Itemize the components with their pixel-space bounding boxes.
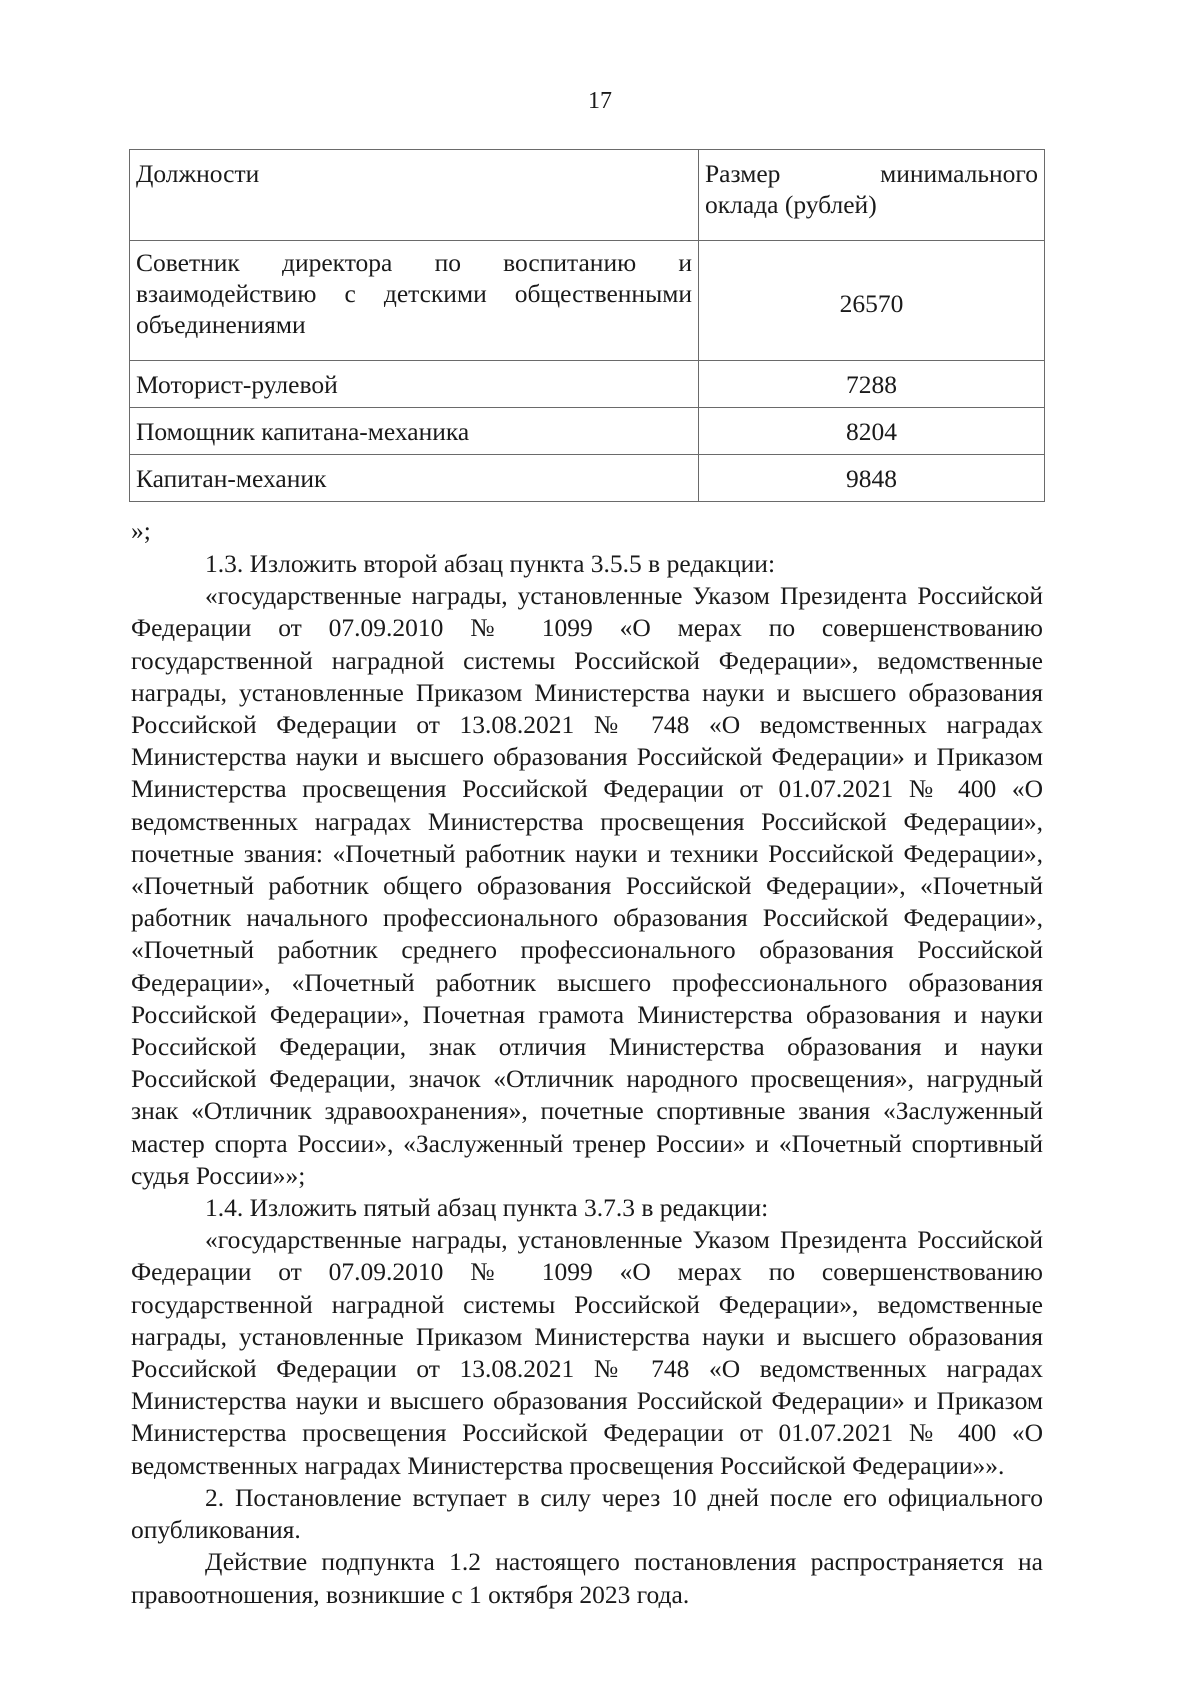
- table-row: [130, 455, 1045, 502]
- salary-cell: 7288: [699, 361, 1045, 408]
- closing-quote: »;: [131, 516, 151, 545]
- header-salary-line-1: Размер минимального: [705, 159, 1038, 188]
- header-salary: [699, 150, 1045, 241]
- position-cell: Моторист-рулевой: [130, 361, 699, 408]
- position-cell: Капитан-механик: [130, 455, 699, 502]
- paragraph-1-4-text: «государственные награды, установленные Указом Президента Российской Федерации от 07.09.2010 № 1099 «О мерах по совершенствованию государственной наградной системы Российской Федерации», ведомственные награды, установленные Приказом Министерства науки и высшего образования Российской Федерации от 13.08.2021 № 748 «О ведомственных наградах Министерства науки и высшего образования Российской Федерации» и Приказом Министерства просвещения Российской Федерации от 01.07.2021 № 400 «О ведомственных наградах Министерства просвещения Российской Федерации»».: [131, 1225, 1043, 1480]
- table-header-row: [130, 150, 1045, 241]
- position-cell: Советник директора по воспитанию и взаимодействию с детскими общественными объединениями: [130, 241, 699, 361]
- paragraph-2: 2. Постановление вступает в силу через 10 дней после его официального опубликования.: [131, 1482, 1043, 1545]
- salary-cell: 9848: [699, 455, 1045, 502]
- salary-cell: 26570: [699, 241, 1045, 361]
- position-cell: Помощник капитана-механика: [130, 408, 699, 455]
- document-body: [131, 548, 1043, 1611]
- table-row: [130, 408, 1045, 455]
- header-salary-line-2: оклада (рублей): [705, 190, 877, 219]
- salary-cell: 8204: [699, 408, 1045, 455]
- salary-table: [129, 149, 1045, 502]
- page-number: 17: [588, 88, 612, 114]
- paragraph-1-4: 1.4. Изложить пятый абзац пункта 3.7.3 в редакции:: [205, 1193, 769, 1223]
- table-row: [130, 361, 1045, 408]
- paragraph-effect: Действие подпункта 1.2 настоящего постановления распространяется на правоотношения, возникшие с 1 октября 2023 года.: [131, 1547, 1043, 1609]
- paragraph-1-3: 1.3. Изложить второй абзац пункта 3.5.5 в редакции:: [205, 549, 776, 578]
- paragraph-1-3-text: «государственные награды, установленные Указом Президента Российской Федерации от 07.09.2010 № 1099 «О мерах по совершенствованию государственной наградной системы Российской Федерации», ведомственные награды, установленные Приказом Министерства науки и высшего образования Российской Федерации от 13.08.2021 № 748 «О ведомственных наградах Министерства науки и высшего образования Российской Федерации» и Приказом Министерства просвещения Российской Федерации от 01.07.2021 № 400 «О ведомственных наградах Министерства просвещения Российской Федерации», почетные звания: «Почетный работник науки и техники Российской Федерации», «Почетный работник общего образования Российской Федерации», «Почетный работник начального профессионального образования Российской Федерации», «Почетный работник среднего профессионального образования Российской Федерации», «Почетный работник высшего профессионального образования Российской Федерации», Почетная грамота Министерства образования и науки Российской Федерации, знак отличия Министерства образования и науки Российской Федерации, значок «Отличник народного просвещения», нагрудный знак «Отличник здравоохранения», почетные спортивные звания «Заслуженный мастер спорта России», «Заслуженный тренер России» и «Почетный спортивный судья России»»;: [131, 581, 1043, 1190]
- header-positions: Должности: [130, 150, 699, 241]
- table-row: [130, 241, 1045, 361]
